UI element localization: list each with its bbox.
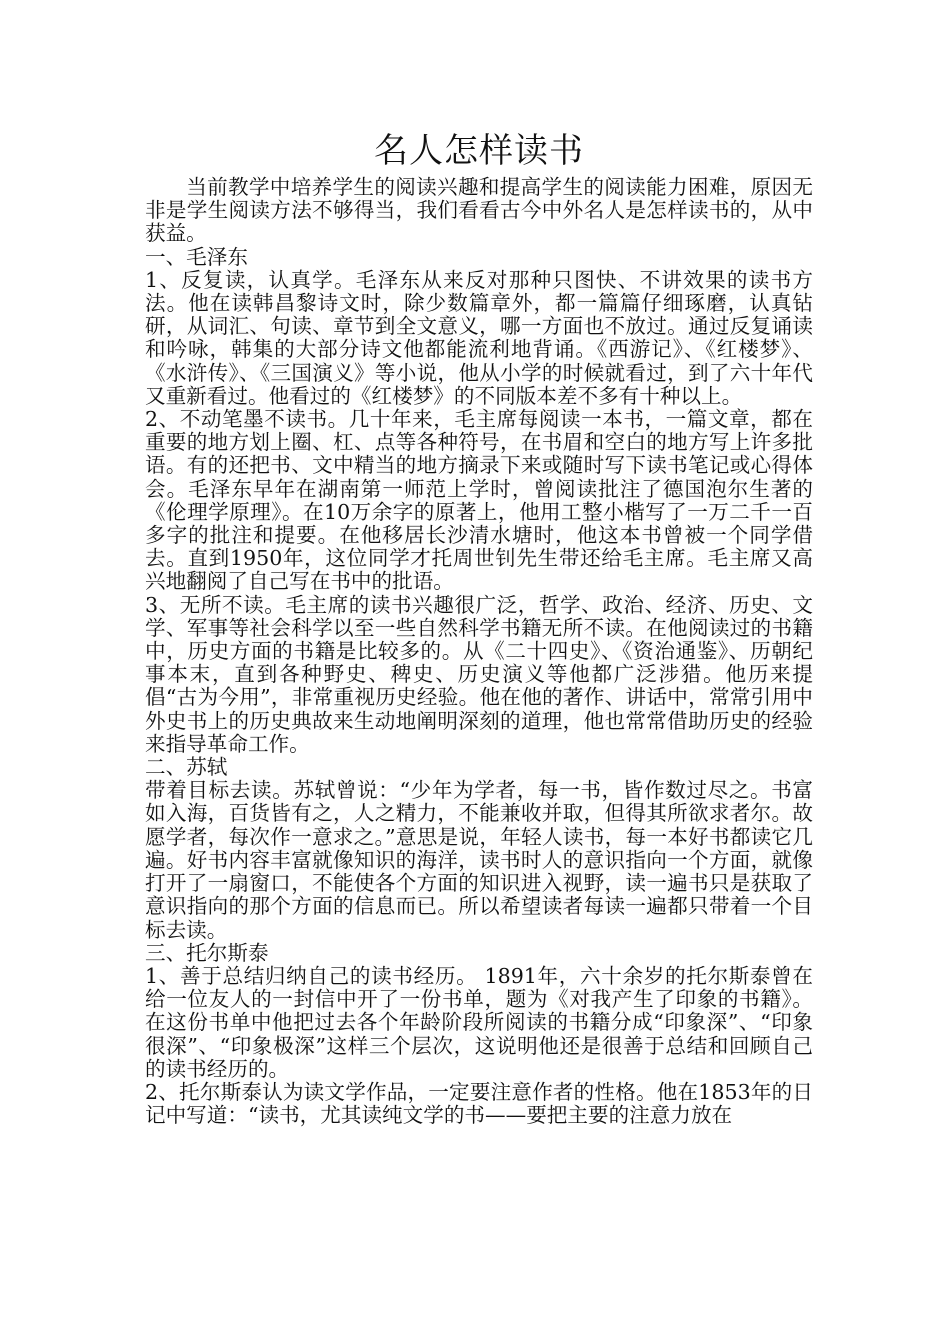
section-heading-tolstoy: 三、托尔斯泰 <box>145 940 269 965</box>
document-page <box>145 128 813 1127</box>
mao-paragraph-2: 2、不动笔墨不读书。几十年来，毛主席每阅读一本书，一篇文章，都在重要的地方划上圈、杠、点等各种符号，在书眉和空白的地方写上许多批语。有的还把书、文中精当的地方摘录下来或随时写下读书笔记或心得体会。毛泽东早年在湖南第一师范上学时，曾阅读批注了德国泡尔生著的《伦理学原理》。在10万余字的原著上，他用工整小楷写了一万二千一百多字的批注和提要。在他移居长沙清水塘时，他这本书曾被一个同学借去。直到1950年，这位同学才托周世钊先生带还给毛主席。毛主席又高兴地翻阅了自己写在书中的批语。 <box>145 407 813 594</box>
mao-paragraph-3: 3、无所不读。毛主席的读书兴趣很广泛，哲学、政治、经济、历史、文学、军事等社会科学以至一些自然科学书籍无所不读。在他阅读过的书籍中，历史方面的书籍是比较多的。从《二十四史》、《资治通鉴》、历朝纪事本末，直到各种野史、稗史、历史演义等他都广泛涉猎。他历来提倡“古为今用”，非常重视历史经验。他在他的著作、讲话中，常常引用中外史书上的历史典故来生动地阐明深刻的道理，他也常常借助历史的经验来指导革命工作。 <box>145 592 813 756</box>
section-heading-sushi: 二、苏轼 <box>145 755 228 780</box>
sushi-paragraph-1: 带着目标去读。苏轼曾说：“少年为学者，每一书，皆作数过尽之。书富如入海，百货皆有之，人之精力，不能兼收并取，但得其所欲求者尔。故愿学者，每次作一意求之。”意思是说，年轻人读书，每一本好书都读它几遍。好书内容丰富就像知识的海洋，读书时人的意识指向一个方面，就像打开了一扇窗口，不能使各个方面的知识进入视野，读一遍书只是获取了意识指向的那个方面的信息而已。所以希望读者每读一遍都只带着一个目标去读。 <box>145 778 813 942</box>
tolstoy-paragraph-2: 2、托尔斯泰认为读文学作品，一定要注意作者的性格。他在1853年的日记中写道：“读书，尤其读纯文学的书——要把主要的注意力放在 <box>145 1079 813 1128</box>
tolstoy-paragraph-1: 1、善于总结归纳自己的读书经历。 1891年，六十余岁的托尔斯泰曾在给一位友人的一封信中开了一份书单，题为《对我产生了印象的书籍》。在这份书单中他把过去各个年龄阶段所阅读的书籍分成“印象深”、“印象很深”、“印象极深”这样三个层次，这说明他还是很善于总结和回顾自己的读书经历的。 <box>145 963 813 1081</box>
document-title: 名人怎样读书 <box>374 131 584 171</box>
section-heading-mao: 一、毛泽东 <box>145 244 248 269</box>
intro-paragraph: 当前教学中培养学生的阅读兴趣和提高学生的阅读能力困难，原因无非是学生阅读方法不够得当，我们看看古今中外名人是怎样读书的，从中获益。 <box>145 175 813 246</box>
mao-paragraph-1: 1、反复读，认真学。毛泽东从来反对那种只图快、不讲效果的读书方法。他在读韩昌黎诗文时，除少数篇章外，都一篇篇仔细琢磨，认真钻研，从词汇、句读、章节到全文意义，哪一方面也不放过。通过反复诵读和吟咏，韩集的大部分诗文他都能流利地背诵。《西游记》、《红楼梦》、《水浒传》、《三国演义》等小说，他从小学的时候就看过，到了六十年代又重新看过。他看过的《红楼梦》的不同版本差不多有十种以上。 <box>145 267 813 408</box>
